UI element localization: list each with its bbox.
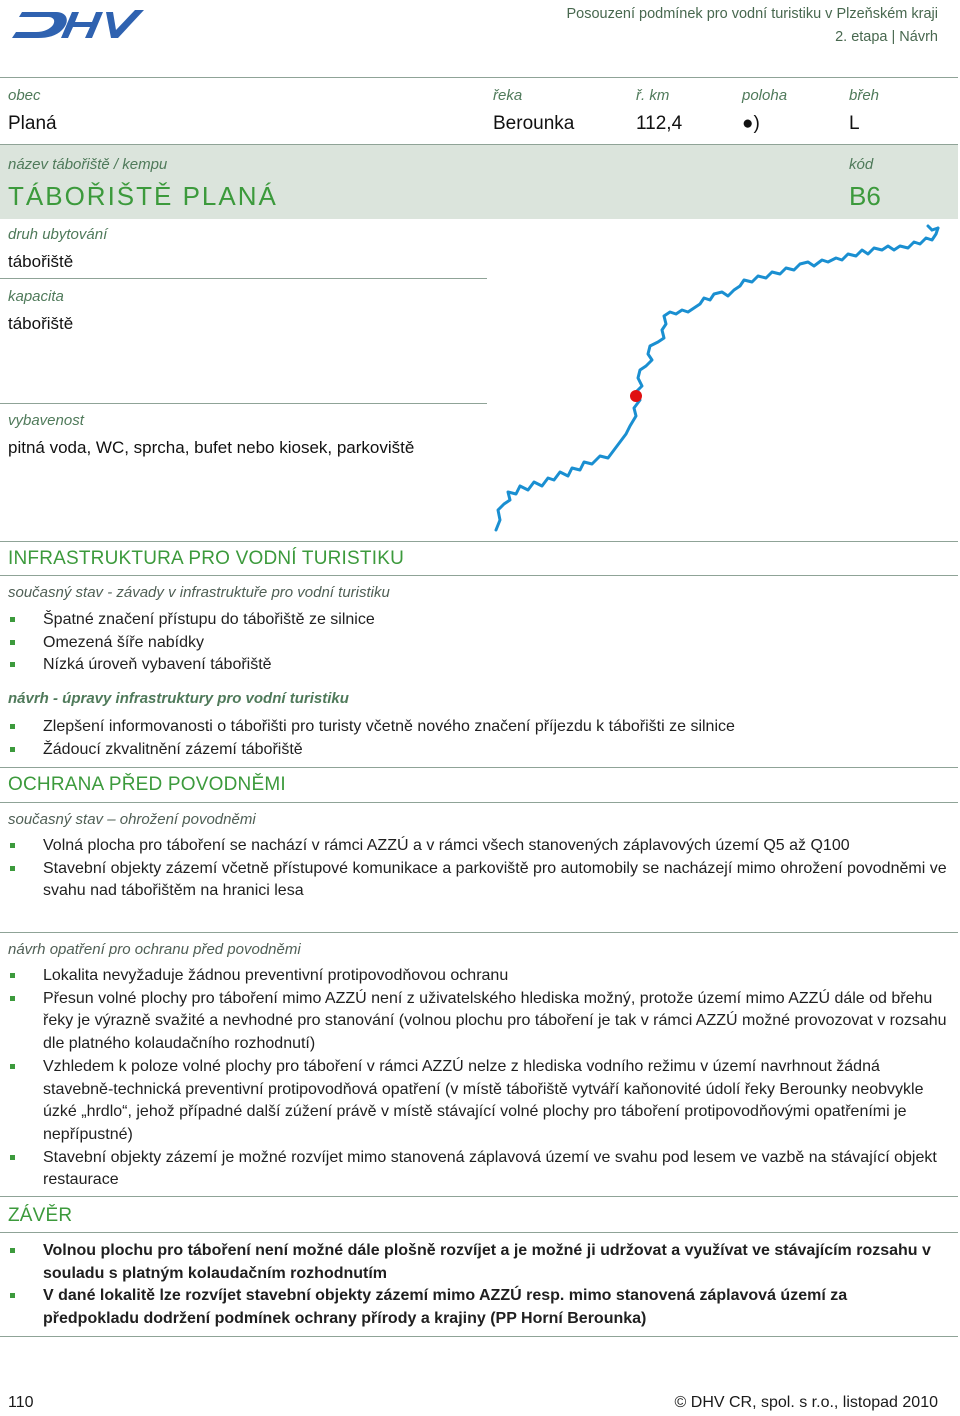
rkm-value: 112,4 [636,113,683,134]
infra-top-divider [0,541,958,542]
obec-value: Planá [8,113,57,134]
zaver-title-divider [0,1232,958,1233]
obec-label: obec [8,87,41,104]
list-item: Přesun volné plochy pro táboření mimo AZZÚ není z uživatelského hlediska možný, protože území mimo AZZÚ dále od břehu řeky je výrazně svažité a nevhodné pro stanování (volnou plochu pro táboření je tak v rámci AZZÚ možné provozovat v rozsahu dle platného kolaudačního rozhodnutí) [8,988,948,1056]
ochrana-top-divider [0,767,958,768]
druh-label: druh ubytování [8,226,108,243]
zaver-bottom-divider [0,1336,958,1337]
bullet-icon [10,1064,15,1069]
list-item: Stavební objekty zázemí včetně přístupové komunikace a parkoviště pro automobily se nacházejí mimo ohrožení povodněmi ve svahu nad tábořištěm na hranici lesa [8,858,948,903]
infra-title-divider [0,575,958,576]
list-item: Volnou plochu pro táboření není možné dále plošně rozvíjet a je možné ji udržovat a využívat ve stávajícím rozsahu v souladu s platným kolaudačním rozhodnutím [8,1240,938,1285]
ochrana-title-divider [0,802,958,803]
infra-stav-label: současný stav - závady v infrastruktuře pro vodní turistiku [8,584,390,601]
list-item: Vzhledem k poloze volné plochy pro táboření v rámci AZZÚ nelze z hlediska vodního režimu v území navrhnout žádná stavebně-technická preventivní protipovodňová opatření (v místě tábořiště vytváří kaňonovité údolí řeky Berounky neobvykle úzké „hrdlo“, jehož případné další zúžení právě v místě stávající volné plochy pro táboření protipovodňovými opatřeními je nepřípustné) [8,1056,948,1147]
bullet-icon [10,617,15,622]
copyright: © DHV CR, spol. s r.o., listopad 2010 [674,1394,938,1411]
reka-value: Berounka [493,113,575,134]
ochrana-stav-list [8,835,948,903]
ochrana-title: OCHRANA PŘED POVODNĚMI [8,774,286,795]
list-item: Lokalita nevyžaduje žádnou preventivní protipovodňovou ochranu [8,965,948,988]
bullet-icon [10,662,15,667]
bullet-icon [10,747,15,752]
breh-value: L [849,113,860,134]
vybavenost-label: vybavenost [8,412,84,429]
list-item: Volná plocha pro táboření se nachází v rámci AZZÚ a v rámci všech stanovených záplavových území Q5 až Q100 [8,835,948,858]
reka-label: řeka [493,87,523,104]
druh-value: tábořiště [8,252,74,271]
zaver-title: ZÁVĚR [8,1205,73,1226]
bullet-icon [10,640,15,645]
river-tail [928,226,938,230]
infra-navrh-list [8,716,948,761]
document-title: Posouzení podmínek pro vodní turistiku v Plzeňském kraji [566,6,938,22]
camp-name: TÁBOŘIŠTĚ PLANÁ [8,181,278,211]
company-logo [8,4,148,44]
infra-title: INFRASTRUKTURA PRO VODNÍ TURISTIKU [8,548,404,569]
ochrana-navrh-list [8,965,948,1192]
location-map [490,220,950,540]
vybavenost-value: pitná voda, WC, sprcha, bufet nebo kiosek, parkoviště [8,438,415,457]
bullet-icon [10,973,15,978]
bullet-icon [10,1293,15,1298]
kapacita-divider [0,403,487,404]
list-item: Stavební objekty zázemí je možné rozvíjet mimo stanovená záplavová území ve svahu pod lesem ve vazbě na stávající objekt restaurace [8,1147,948,1192]
ochrana-navrh-label: návrh opatření pro ochranu před povodněmi [8,941,301,958]
bullet-icon [10,1155,15,1160]
bullet-icon [10,724,15,729]
list-item: Zlepšení informovanosti o tábořišti pro turisty včetně nového značení příjezdu k tábořišti ze silnice [8,716,948,739]
kapacita-label: kapacita [8,288,64,305]
zaver-top-divider [0,1196,958,1197]
river-line [496,228,938,530]
breh-label: břeh [849,87,880,104]
kod-label: kód [849,156,874,173]
nazev-label: název tábořiště / kempu [8,156,168,173]
ochrana-stav-label: současný stav – ohrožení povodněmi [8,811,256,828]
document-subtitle: 2. etapa | Návrh [835,29,938,45]
list-item: Omezená šíře nabídky [8,632,948,655]
infra-stav-list [8,609,948,677]
page-number: 110 [8,1394,34,1411]
header-divider [0,77,958,78]
kapacita-value: tábořiště [8,314,74,333]
bullet-icon [10,1248,15,1253]
list-item: Žádoucí zkvalitnění zázemí tábořiště [8,739,948,762]
poloha-value: ●) [742,113,760,134]
infra-navrh-label: návrh - úpravy infrastruktury pro vodní turistiku [8,690,349,707]
bullet-icon [10,996,15,1001]
bullet-icon [10,843,15,848]
ochrana-navrh-divider [0,932,958,933]
list-item: Špatné značení přístupu do tábořiště ze silnice [8,609,948,632]
bullet-icon [10,866,15,871]
poloha-label: poloha [742,87,788,104]
zaver-list [8,1240,938,1331]
camp-code: B6 [849,181,881,211]
list-item: Nízká úroveň vybavení tábořiště [8,654,948,677]
druh-divider [0,278,487,279]
list-item: V dané lokalitě lze rozvíjet stavební objekty zázemí mimo AZZÚ resp. mimo stanovená záplavová území za předpokladu dodržení podmínek ochrany přírody a krajiny (PP Horní Berounka) [8,1285,938,1330]
camp-location-marker [630,390,642,402]
rkm-label: ř. km [636,87,670,104]
